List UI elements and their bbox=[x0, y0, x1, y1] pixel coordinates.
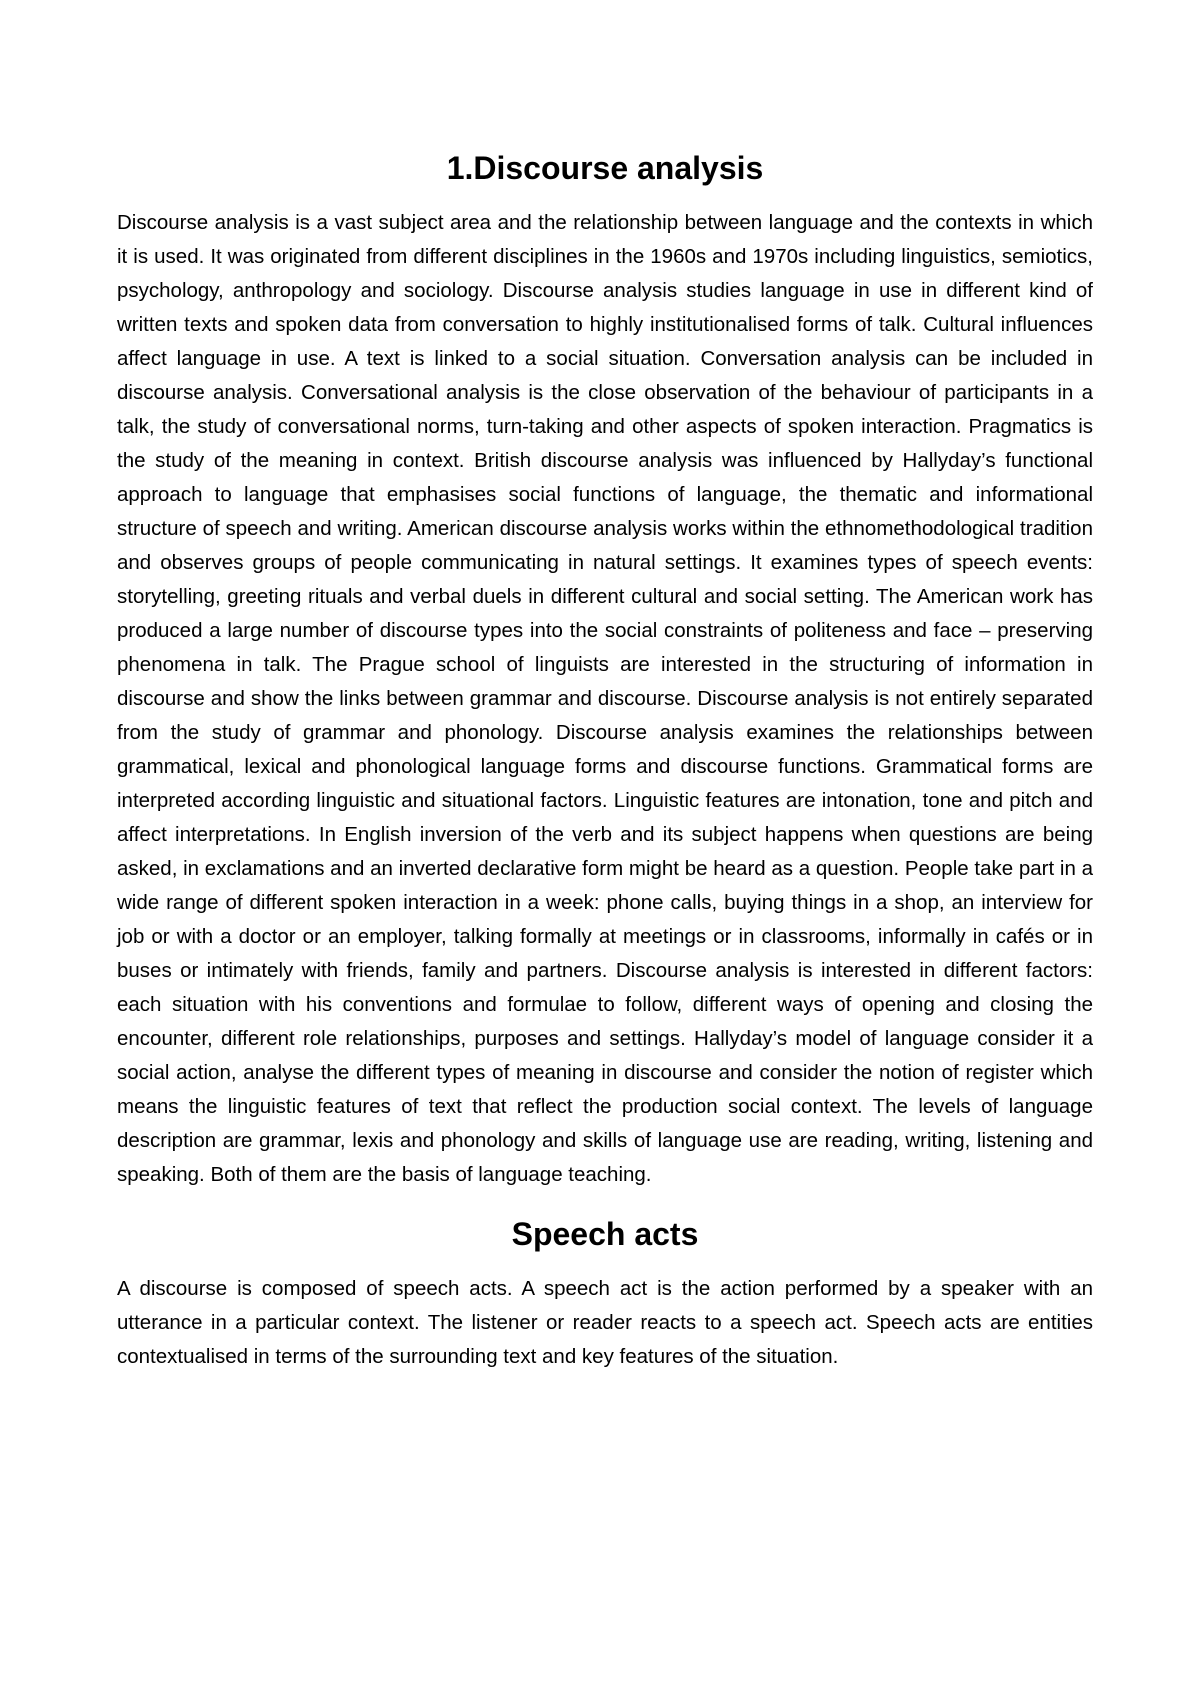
paragraph-discourse-analysis: Discourse analysis is a vast subject area and the relationship between language and the contexts in which it is used. It was originated from different disciplines in the 1960s and 1970s including linguistics, semiotics, psychology, anthropology and sociology. Discourse analysis studies language in use in different kind of written texts and spoken data from conversation to highly institutionalised forms of talk. Cultural influences affect language in use. A text is linked to a social situation. Conversation analysis can be included in discourse analysis. Conversational analysis is the close observation of the behaviour of participants in a talk, the study of conversational norms, turn-taking and other aspects of spoken interaction. Pragmatics is the study of the meaning in context. British discourse analysis was influenced by Hallyday’s functional approach to language that emphasises social functions of language, the thematic and informational structure of speech and writing. American discourse analysis works within the ethnomethodological tradition and observes groups of people communicating in natural settings. It examines types of speech events: storytelling, greeting rituals and verbal duels in different cultural and social setting. The American work has produced a large number of discourse types into the social constraints of politeness and face – preserving phenomena in talk. The Prague school of linguists are interested in the structuring of information in discourse and show the links between grammar and discourse. Discourse analysis is not entirely separated from the study of grammar and phonology. Discourse analysis examines the relationships between grammatical, lexical and phonological language forms and discourse functions. Grammatical forms are interpreted according linguistic and situational factors. Linguistic features are intonation, tone and pitch and affect interpretations. In English inversion of the verb and its subject happens when questions are being asked, in exclamations and an inverted declarative form might be heard as a question. People take part in a wide range of different spoken interaction in a week: phone calls, buying things in a shop, an interview for job or with a doctor or an employer, talking formally at meetings or in classrooms, informally in cafés or in buses or intimately with friends, family and partners. Discourse analysis is interested in different factors: each situation with his conventions and formulae to follow, different ways of opening and closing the encounter, different role relationships, purposes and settings. Hallyday’s model of language consider it a social action, analyse the different types of meaning in discourse and consider the notion of register which means the linguistic features of text that reflect the production social context. The levels of language description are grammar, lexis and phonology and skills of language use are reading, writing, listening and speaking. Both of them are the basis of language teaching. bbox=[117, 211, 1093, 1186]
heading-discourse-analysis: 1.Discourse analysis bbox=[446, 150, 764, 186]
heading-speech-acts: Speech acts bbox=[511, 1216, 699, 1252]
paragraph-speech-acts: A discourse is composed of speech acts. A speech act is the action performed by a speaker with an utterance in a particular context. The listener or reader reacts to a speech act. Speech acts are entities contextualised in terms of the surrounding text and key features of the situation. bbox=[117, 1277, 1093, 1368]
document-body bbox=[117, 138, 1093, 1374]
